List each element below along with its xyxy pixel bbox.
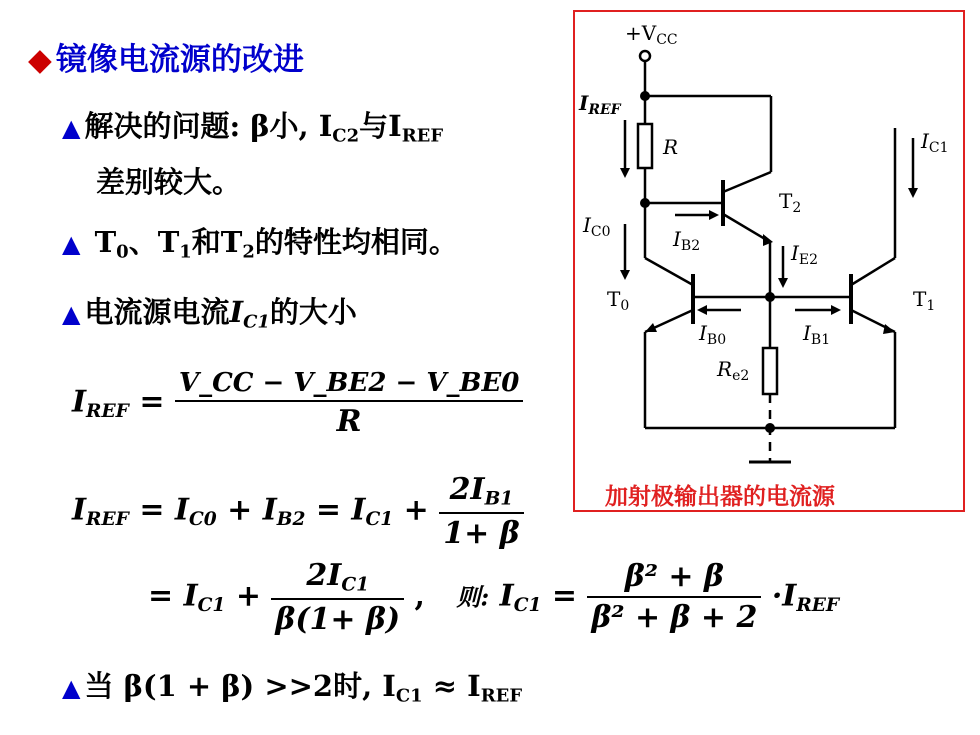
svg-text:T2: $T_2$ [779, 189, 802, 216]
fraction-ic1: $\frac{2I_{C1}}{\beta(1+ \beta)}$ [271, 558, 404, 637]
triangle-bullet-icon: ▲ [62, 113, 81, 142]
bullet-problem-line2: 差别较大。 [96, 165, 242, 199]
vcc-terminal [640, 51, 650, 61]
svg-text:IC0: $I_{C0}$ [583, 213, 611, 240]
bullet-magnitude: ▲ 电流源电流$I_{C1}$的大小 [62, 295, 357, 333]
svg-text:+VCC: $+V_{CC}$ [625, 21, 678, 48]
svg-text:IC1: $I_{C1}$ [921, 129, 949, 156]
svg-text:IE2: $I_{E2}$ [791, 241, 819, 268]
resistor-re2 [763, 348, 777, 394]
triangle-bullet-icon: ▲ [62, 229, 81, 258]
fraction-beta: $\frac{\text{β² + β}}{\text{β² + β + 2}}$ [587, 559, 761, 635]
svg-text:IB1: $I_{B1}$ [803, 321, 831, 348]
resistor-r [638, 124, 652, 168]
circuit-caption: 加射极输出器的电流源 [605, 483, 835, 510]
triangle-bullet-icon: ▲ [62, 673, 81, 702]
fraction-iref: $\frac{V\_CC - V\_BE2 - V\_BE0}{R}$ [175, 368, 523, 439]
equation-ic1: = $I_{C1}$ + $\frac{2I_{C1}}{\beta(1+ \beta)}$ , 则: $I_{C1}$ = $\frac{\text{β² + β}}{\text{β² + β + 2}}$ $\cdot I_{REF}$ [148, 558, 840, 637]
slide-title: ◆ 镜像电流源的改进 [28, 42, 304, 78]
svg-text:IREF: $I_{REF}$ [579, 91, 621, 118]
fraction-ib1: $\frac{2I_{B1}}{1+ \beta}$ [439, 472, 523, 551]
svg-text:Re2: $R_{e2}$ [717, 357, 750, 384]
triangle-bullet-icon: ▲ [62, 299, 81, 328]
svg-text:T0: $T_0$ [607, 287, 630, 314]
svg-text:R: R [663, 135, 679, 159]
diamond-bullet-icon: ◆ [28, 42, 52, 78]
bullet-problem: ▲ 解决的问题: β小, $I_{C2}$与$I_{REF}$ [62, 109, 444, 147]
bullet-approx: ▲ 当 β(1 + β) >>2时, $I_{C1} \approx I_{REF}$ [62, 669, 523, 707]
bullet-identical: ▲ $T_0$、$T_1$和$T_2$的特性均相同。 [62, 225, 458, 263]
circuit-diagram [573, 10, 965, 512]
equation-iref: $I_{REF}$ = $\frac{V\_CC - V\_BE2 - V\_BE0}{R}$ [72, 368, 523, 439]
svg-text:T1: $T_1$ [913, 287, 936, 314]
equation-iref-sum: $I_{REF} = I_{C0} + I_{B2} = I_{C1}$ + $\frac{2I_{B1}}{1+ \beta}$ [72, 472, 524, 551]
svg-text:IB2: $I_{B2}$ [673, 227, 701, 254]
svg-text:IB0: $I_{B0}$ [699, 321, 727, 348]
